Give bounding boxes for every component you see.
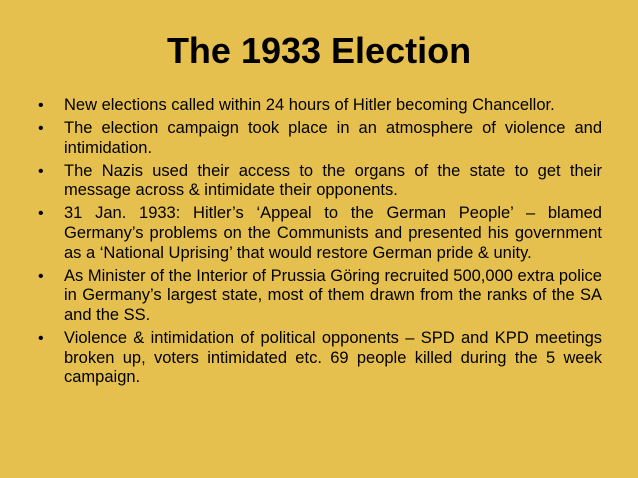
bullet-dot-icon: • — [38, 162, 44, 180]
bullet-dot-icon: • — [38, 330, 44, 348]
bullet-dot-icon: • — [38, 120, 44, 138]
bullet-item — [36, 162, 602, 201]
bullet-item — [36, 119, 602, 158]
bullet-text: Violence & intimidation of political opponents – SPD and KPD meetings broken up, voters intimidated etc. 69 people killed during the 5 week campaign. — [64, 329, 602, 387]
bullet-item — [36, 96, 602, 116]
bullet-dot-icon: • — [38, 97, 44, 114]
bullet-dot-icon: • — [38, 205, 44, 223]
bullet-list — [36, 96, 602, 391]
bullet-text: As Minister of the Interior of Prussia Göring recruited 500,000 extra police in Germany’s largest state, most of them drawn from the ranks of the SA and the SS. — [64, 266, 602, 324]
bullet-item — [36, 204, 602, 263]
bullet-text: New elections called within 24 hours of Hitler becoming Chancellor. — [64, 96, 555, 114]
bullet-text: The Nazis used their access to the organs of the state to get their message across & intimidate their opponents. — [64, 161, 602, 200]
bullet-dot-icon: • — [38, 267, 44, 285]
bullet-text: The election campaign took place in an atmosphere of violence and intimidation. — [64, 119, 602, 157]
slide-title: The 1933 Election — [166, 30, 472, 71]
bullet-item — [36, 329, 602, 388]
bullet-item — [36, 267, 602, 326]
bullet-text: 31 Jan. 1933: Hitler’s ‘Appeal to the German People’ – blamed Germany’s problems on the Communists and presented his government as a ‘National Uprising’ that would restore German pride & unity. — [64, 204, 602, 262]
